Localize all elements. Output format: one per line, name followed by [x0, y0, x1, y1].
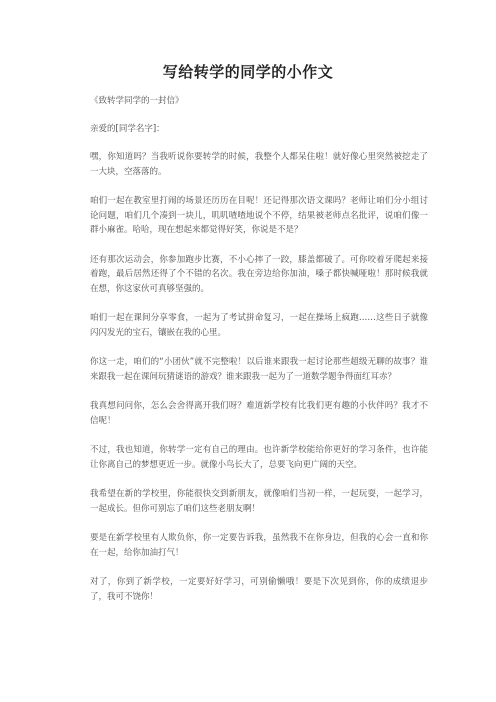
paragraph: 咱们一起在课间分享零食，一起为了考试拼命复习，一起在操场上疯跑……这些日子就像闪闪发光的宝石，镶嵌在我的心里。: [90, 313, 428, 338]
paragraph: 对了，你到了新学校，一定要好好学习，可别偷懒哦！要是下次见到你，你的成绩退步了，我可不饶你！: [90, 577, 428, 602]
letter-greeting: 亲爱的[同学名字]：: [90, 124, 165, 134]
paragraph: 要是在新学校里有人欺负你，你一定要告诉我，虽然我不在你身边，但我的心会一直和你在一起，给你加油打气！: [90, 533, 428, 558]
paragraph: 嘿，你知道吗？当我听说你要转学的时候，我整个人都呆住啦！就好像心里突然被挖走了一大块，空落落的。: [90, 152, 428, 177]
paragraph: 不过，我也知道，你转学一定有自己的理由。也许新学校能给你更好的学习条件，也许能让你离自己的梦想更近一步。就像小鸟长大了，总要飞向更广阔的天空。: [90, 445, 428, 470]
letter-subtitle: 《致转学同学的一封信》: [90, 96, 184, 106]
paragraph: 我真想问问你，怎么会舍得离开我们呀？难道新学校有比我们更有趣的小伙伴吗？我才不信呢！: [90, 401, 428, 426]
page-title: 写给转学的同学的小作文: [162, 63, 334, 81]
paragraph: 你这一走，咱们的“小团伙”就不完整啦！以后谁来跟我一起讨论那些超级无聊的故事？谁来跟我一起在课间玩猜谜语的游戏？谁来跟我一起为了一道数学题争得面红耳赤？: [90, 357, 428, 382]
paragraph: 咱们一起在教室里打闹的场景还历历在目呢！还记得那次语文课吗？老师让咱们分小组讨论问题，咱们几个凑到一块儿，叽叽喳喳地说个不停，结果被老师点名批评，说咱们像一群小麻雀。哈哈，现在想起来都觉得好笑，你说是不是？: [90, 196, 428, 235]
paragraph: 我希望在新的学校里，你能很快交到新朋友，就像咱们当初一样，一起玩耍，一起学习，一起成长。但你可别忘了咱们这些老朋友啊！: [90, 489, 428, 514]
paragraph: 还有那次运动会，你参加跑步比赛，不小心摔了一跤，膝盖都破了。可你咬着牙爬起来接着跑，最后居然还得了个不错的名次。我在旁边给你加油，嗓子都快喊哑啦！那时候我就在想，你这家伙可真够坚强的。: [90, 254, 428, 294]
